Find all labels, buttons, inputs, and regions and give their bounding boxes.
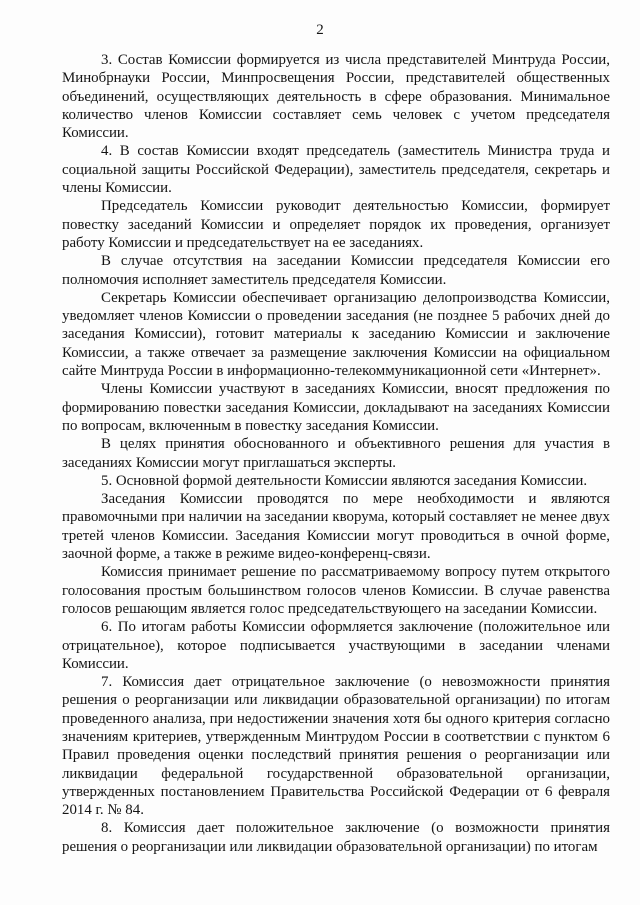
paragraph-6: 6. По итогам работы Комиссии оформляется заключение (положительное или отрицательное), которое подписывается участвующими в заседании членами Комиссии. [62,619,610,672]
paragraph-voting: Комиссия принимает решение по рассматриваемому вопросу путем открытого голосования простым большинством голосов членов Комиссии. В случае равенства голосов решающим является голос председательствующего на заседании Комиссии. [62,564,610,617]
document-body [62,51,610,856]
paragraph-chairman-absence: В случае отсутствия на заседании Комиссии председателя Комиссии его полномочия исполняет заместитель председателя Комиссии. [62,253,610,288]
paragraph-3: 3. Состав Комиссии формируется из числа представителей Минтруда России, Минобрнауки России, Минпросвещения России, представителей общественных объединений, осуществляющих деятельность в сфере образования. Минимальное количество членов Комиссии составляет семь человек с учетом председателя Комиссии. [62,52,610,142]
paragraph-sessions: Заседания Комиссии проводятся по мере необходимости и являются правомочными при наличии на заседании кворума, который составляет не менее двух третей членов Комиссии. Заседания Комиссии могут проводиться в очной форме, заочной форме, а также в режиме видео-конференц-связи. [62,491,610,563]
paragraph-7: 7. Комиссия дает отрицательное заключение (о невозможности принятия решения о реорганизации или ликвидации образовательной организации) по итогам проведенного анализа, при недостижении значения хотя бы одного критерия согласно значениям критериев, утвержденным Минтрудом России в соответствии с пунктом 6 Правил проведения оценки последствий принятия решения о реорганизации или ликвидации федеральной государственной образовательной организации, утвержденных постановлением Правительства Российской Федерации от 6 февраля 2014 г. № 84. [62,674,610,819]
paragraph-5: 5. Основной формой деятельности Комиссии являются заседания Комиссии. [101,472,588,489]
paragraph-8: 8. Комиссия дает положительное заключение (о возможности принятия решения о реорганизации или ликвидации образовательной организации) по итогам [62,820,610,855]
paragraph-4: 4. В состав Комиссии входят председатель (заместитель Министра труда и социальной защиты Российской Федерации), заместитель председателя, секретарь и члены Комиссии. [62,143,610,197]
page-number: 2 [316,22,324,38]
paragraph-secretary: Секретарь Комиссии обеспечивает организацию делопроизводства Комиссии, уведомляет членов Комиссии о проведении заседания (не позднее 5 рабочих дней до заседания Комиссии), готовит материалы к заседанию Комиссии и заключение Комиссии, а также отвечает за размещение заключения Комиссии на официальном сайте Минтруда России в информационно-телекоммуникационной сети «Интернет». [62,289,610,380]
paragraph-chairman: Председатель Комиссии руководит деятельностью Комиссии, формирует повестку заседаний Комиссии и определяет порядок их проведения, организует работу Комиссии и председательствует на ее заседаниях. [62,198,610,251]
paragraph-experts: В целях принятия обоснованного и объективного решения для участия в заседаниях Комиссии могут приглашаться эксперты. [62,436,610,471]
paragraph-members: Члены Комиссии участвуют в заседаниях Комиссии, вносят предложения по формированию повестки заседания Комиссии, докладывают на заседаниях Комиссии по вопросам, включенным в повестку заседания Комиссии. [62,381,610,434]
